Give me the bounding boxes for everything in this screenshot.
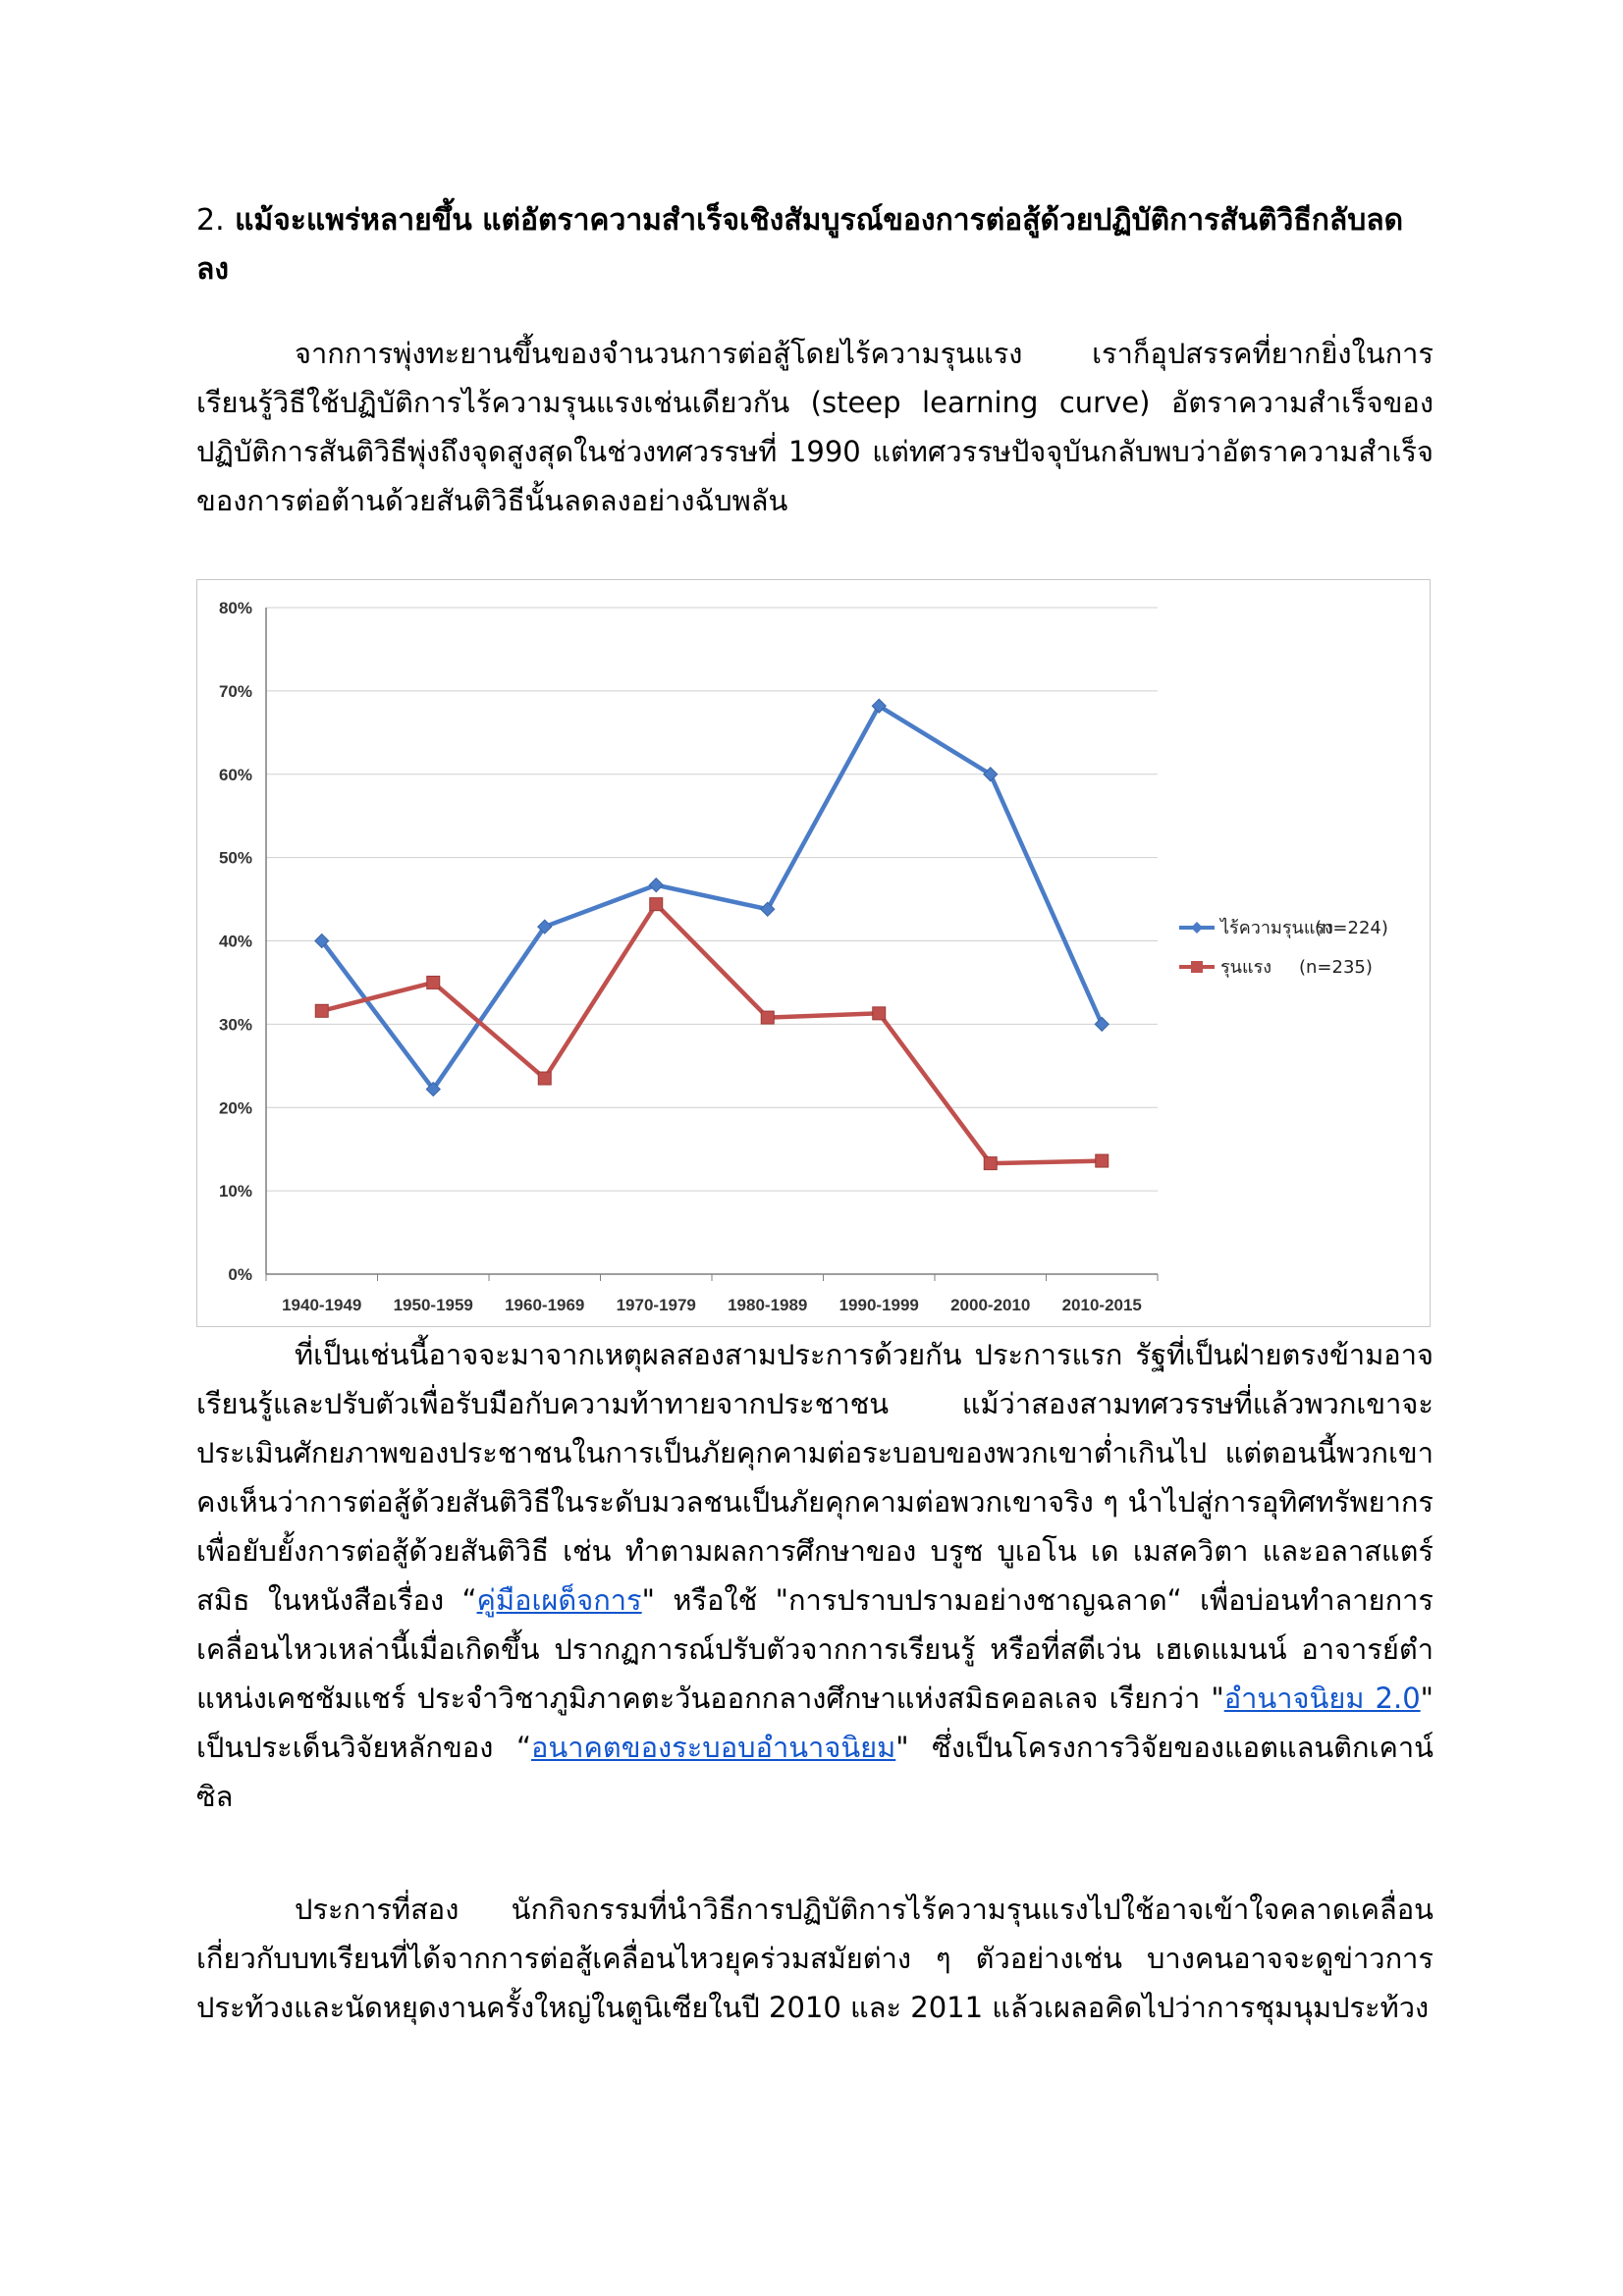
line-chart [197,580,1430,1326]
legend-count: (n=235) [1299,957,1373,978]
x-tick-label: 1940-1949 [282,1296,362,1314]
x-tick-label: 1960-1969 [505,1296,585,1314]
paragraph-2 [196,1330,1434,1821]
paragraph-2-text-c: " เป็นประเด็นวิจัยหลักของ “ [196,1682,1434,1764]
section-heading-text: แม้จะแพร่หลายขึ้น แต่อัตราความสำเร็จเชิงสัมบูรณ์ของการต่อสู้ด้วยปฏิบัติการสันติวิธีกลับลดลง [196,203,1404,287]
paragraph-3 [196,1885,1434,2032]
section-number: 2. [196,203,225,238]
paragraph-2-text-a: ที่เป็นเช่นนี้อาจจะมาจากเหตุผลสองสามประการด้วยกัน ประการแรก รัฐที่เป็นฝ่ายตรงข้ามอาจเรียนรู้และปรับตัวเพื่อรับมือกับความท้าทายจากประชาชน แม้ว่าสองสามทศวรรษที่แล้วพวกเขาจะประเมินศักยภาพของประชาชนในการเป็นภัยคุกคามต่อระบอบของพวกเขาต่ำเกินไป แต่ตอนนี้พวกเขาคงเห็นว่าการต่อสู้ด้วยสันติวิธีในระดับมวลชนเป็นภัยคุกคามต่อพวกเขาจริง ๆ นำไปสู่การอุทิศทรัพยากรเพื่อยับยั้งการต่อสู้ด้วยสันติวิธี เช่น ทำตามผลการศึกษาของ บรูซ บูเอโน เด เมสควิตา และอลาสแตร์ สมิธ ในหนังสือเรื่อง “ [196,1338,1434,1617]
y-tick-label: 0% [228,1265,252,1284]
data-point [649,879,663,892]
y-tick-label: 70% [218,681,252,701]
series-line [322,904,1103,1163]
x-tick-label: 1980-1989 [728,1296,808,1314]
data-point [984,1157,997,1170]
paragraph-1 [196,329,1434,525]
legend-marker [1191,961,1203,973]
paragraph-2-text-d: " ซึ่งเป็นโครงการวิจัยของแอตแลนติกเคาน์ซิล [196,1731,1434,1813]
y-tick-label: 30% [218,1015,252,1035]
y-tick-label: 50% [218,848,252,868]
data-point [1095,1017,1109,1031]
link-dictators-handbook[interactable]: คู่มือเผด็จการ [476,1583,642,1617]
section-heading [196,196,1434,294]
legend-label: รุนแรง [1220,957,1272,978]
data-point [538,1072,551,1085]
x-tick-label: 1950-1959 [393,1296,473,1314]
series-line [322,706,1103,1089]
data-point [761,1011,774,1024]
paragraph-1-text: จากการพุ่งทะยานขึ้นของจำนวนการต่อสู้โดยไร้ความรุนแรง เราก็อุปสรรคที่ยากยิ่งในการเรียนรู้วิธีใช้ปฏิบัติการไร้ความรุนแรงเช่นเดียวกัน (steep learning curve) อัตราความสำเร็จของปฏิบัติการสันติวิธีพุ่งถึงจุดสูงสุดในช่วงทศวรรษที่ 1990 แต่ทศวรรษปัจจุบันกลับพบว่าอัตราความสำเร็จของการต่อต้านด้วยสันติวิธีนั้นลดลงอย่างฉับพลัน [196,337,1434,517]
legend-label: ไร้ความรุนแรง [1220,918,1333,938]
data-point [427,976,440,988]
data-point [873,1007,886,1020]
y-tick-label: 60% [218,765,252,784]
x-tick-label: 2010-2015 [1061,1296,1142,1314]
paragraph-2-text-b: " หรือใช้ "การปราบปรามอย่างชาญฉลาด“ เพื่อบ่อนทำลายการเคลื่อนไหวเหล่านี้เมื่อเกิดขึ้น ปรากฏการณ์ปรับตัวจากการเรียนรู้ หรือที่สตีเว่น เฮเดแมนน์ อาจารย์ตำแหน่งเคชชัมแชร์ ประจำวิชาภูมิภาคตะวันออกกลางศึกษาแห่งสมิธคอลเลจ เรียกว่า " [196,1583,1434,1715]
legend-marker [1191,922,1203,934]
link-authoritarianism-2-0[interactable]: อำนาจนิยม 2.0 [1223,1682,1421,1715]
x-tick-label: 1970-1979 [616,1296,696,1314]
success-rate-chart [196,579,1431,1327]
paragraph-3-text: ประการที่สอง นักกิจกรรมที่นำวิธีการปฏิบัติการไร้ความรุนแรงไปใช้อาจเข้าใจคลาดเคลื่อนเกี่ยวกับบทเรียนที่ได้จากการต่อสู้เคลื่อนไหวยุคร่วมสมัยต่าง ๆ ตัวอย่างเช่น บางคนอาจจะดูข่าวการประท้วงและนัดหยุดงานครั้งใหญ่ในตูนิเซียในปี 2010 และ 2011 แล้วเผลอคิดไปว่าการชุมนุมประท้วง [196,1893,1434,2024]
y-tick-label: 10% [218,1182,252,1201]
link-future-of-authoritarianism[interactable]: อนาคตของระบอบอำนาจนิยม [530,1731,896,1764]
legend-count: (n=224) [1315,918,1388,938]
x-tick-label: 2000-2010 [950,1296,1031,1314]
x-tick-label: 1990-1999 [839,1296,919,1314]
data-point [315,1004,328,1017]
y-tick-label: 80% [218,599,252,617]
y-tick-label: 20% [218,1098,252,1118]
data-point [650,898,663,911]
data-point [1096,1154,1109,1167]
y-tick-label: 40% [218,932,252,951]
